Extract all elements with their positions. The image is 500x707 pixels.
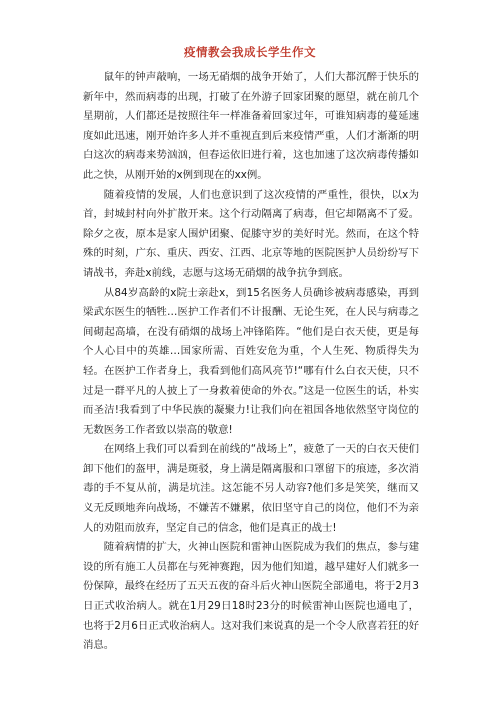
document-body: [83, 68, 419, 656]
paragraph-1: 鼠年的钟声敲响，一场无硝烟的战争开始了，人们大都沉醉于快乐的新年中，然而病毒的出现，打破了在外游子回家团聚的愿望，就在前几个星期前，人们都还是按照往年一样准备着回家过年，可谁知病毒的蔓延速度如此迅速，刚开始许多人并不重视直到后来疫情严重，人们才渐渐的明白这次的病毒来势汹汹，但春运依旧进行着，这也加速了这次病毒传播如此之快，从刚开始的x例到现在的xx例。: [83, 71, 419, 181]
paragraph-5: 随着病情的扩大，火神山医院和雷神山医院成为我们的焦点，参与建设的所有施工人员都在与死神赛跑，因为他们知道，越早建好人们就多一份保障，最终在经历了五天五夜的奋斗后火神山医院全部通电，将于2月3日正式收治病人。就在1月29日18时23分的时候雷神山医院也通电了，也将于2月6日正式收治病人。这对我们来说真的是一个令人欣喜若狂的好消息。: [83, 541, 419, 652]
paragraph-4: 在网络上我们可以看到在前线的“战场上”，疲惫了一天的白衣天使们卸下他们的盔甲，满是斑驳，身上满是隔离服和口罩留下的痕迹，多次消毒的手不复从前，满是坑洼。这怎能不另人动容?他们多是笑笑，继而又义无反顾地奔向战场，不嫌苦不嫌累，依旧坚守自己的岗位，他们不为亲人的劝阻而放弃，坚定自己的信念，他们是真正的战士!: [83, 443, 419, 534]
document-title: 疫情教会我成长学生作文: [184, 45, 316, 59]
paragraph-2: 随着疫情的发展，人们也意识到了这次疫情的严重性，很快，以x为首，封城封村向外扩散开来。这个行动隔离了病毒，但它却隔离不了爱。除夕之夜，原本是家人围炉团聚、促膝守岁的美好时光。然而，在这个特殊的时刻，广东、重庆、西安、江西、北京等地的医院医护人员纷纷写下请战书，奔赴x前线，志愿与这场无硝烟的战争抗争到底。: [83, 188, 419, 279]
paragraph-3: 从84岁高龄的x院士亲赴x，到15名医务人员确诊被病毒感染，再到梁武东医生的牺牲…医护工作者们不计报酬、无论生死，在人民与病毒之间砌起高墙，在没有硝烟的战场上冲锋陷阵。“他们是白衣天使，更是每个人心目中的英雄…国家所需、百姓安危为重，个人生死、物质得失为轻。在医护工作者身上，我看到他们高风亮节!“哪有什么白衣天使，只不过是一群平凡的人披上了一身救着使命的外衣。”这是一位医生的话，朴实而圣洁!我看到了中华民族的凝聚力!让我们向在祖国各地依然坚守岗位的无数医务工作者致以崇高的敬意!: [83, 286, 419, 436]
